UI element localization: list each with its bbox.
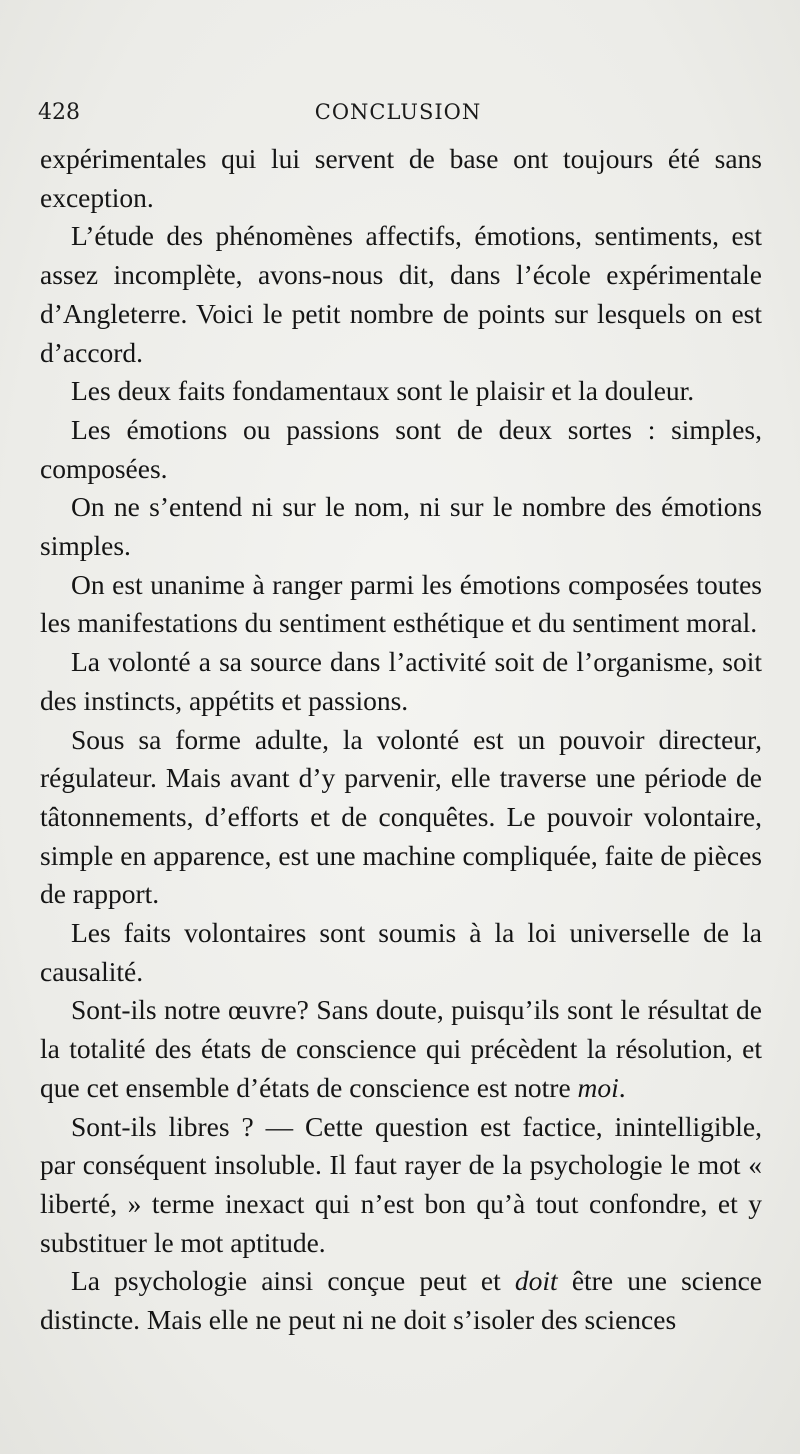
paragraph-10-emphasis: moi bbox=[577, 1071, 619, 1103]
paragraph-11: Sont-ils libres ? — Cette question est factice, inintelligible, par conséquent insoluble. Il faut rayer de la psychologie le mot « liberté, » terme inexact qui n’est bon qu’à tout confondre, et y substituer le mot aptitude. bbox=[40, 1110, 762, 1258]
paragraph-2: L’étude des phénomènes affectifs, émotions, sentiments, est assez incomplète, avons-nous dit, dans l’école expérimentale d’Angleterre. Voici le petit nombre de points sur lesquels on est d’accord. bbox=[40, 220, 762, 368]
paragraph-12-emphasis: doit bbox=[514, 1265, 558, 1297]
paragraph-8: Sous sa forme adulte, la volonté est un pouvoir directeur, régulateur. Mais avant d’y parvenir, elle traverse une période de tâtonnements, d’efforts et de conquêtes. Le pouvoir volontaire, simple en apparence, est une machine compliquée, faite de pièces de rapport. bbox=[40, 723, 762, 910]
paragraph-6: On est unanime à ranger parmi les émotions composées toutes les manifestations du sentiment esthétique et du sentiment moral. bbox=[40, 568, 762, 639]
page-number: 428 bbox=[38, 100, 80, 125]
page-header bbox=[38, 96, 758, 132]
paragraph-12-text-start: La psychologie ainsi conçue peut et bbox=[71, 1265, 515, 1297]
paragraph-3: Les deux faits fondamentaux sont le plaisir et la douleur. bbox=[71, 375, 695, 407]
paragraph-5: On ne s’entend ni sur le nom, ni sur le nombre des émotions simples. bbox=[40, 491, 762, 562]
paragraph-9: Les faits volontaires sont soumis à la loi universelle de la causalité. bbox=[40, 917, 762, 987]
paragraph-10 bbox=[40, 991, 762, 1107]
paragraph-10-text-end: . bbox=[618, 1071, 626, 1103]
paragraph-10-text-start: Sont-ils notre œuvre? Sans doute, puisqu’ils sont le résultat de la totalité des états de conscience qui précèdent la résolution, et que cet ensemble d’états de conscience est notre bbox=[40, 994, 762, 1103]
body-text bbox=[40, 140, 762, 1340]
paragraph-4: Les émotions ou passions sont de deux sortes : simples, composées. bbox=[40, 413, 762, 484]
paragraph-1: expérimentales qui lui servent de base ont toujours été sans exception. bbox=[40, 143, 762, 213]
running-title: CONCLUSION bbox=[314, 100, 482, 124]
paragraph-12-text-end: être une science distincte. Mais elle ne peut ni ne doit s’isoler des sciences bbox=[40, 1265, 762, 1336]
paragraph-12 bbox=[40, 1262, 762, 1339]
paragraph-7: La volonté a sa source dans l’activité soit de l’organisme, soit des instincts, appétits et passions. bbox=[40, 646, 762, 716]
